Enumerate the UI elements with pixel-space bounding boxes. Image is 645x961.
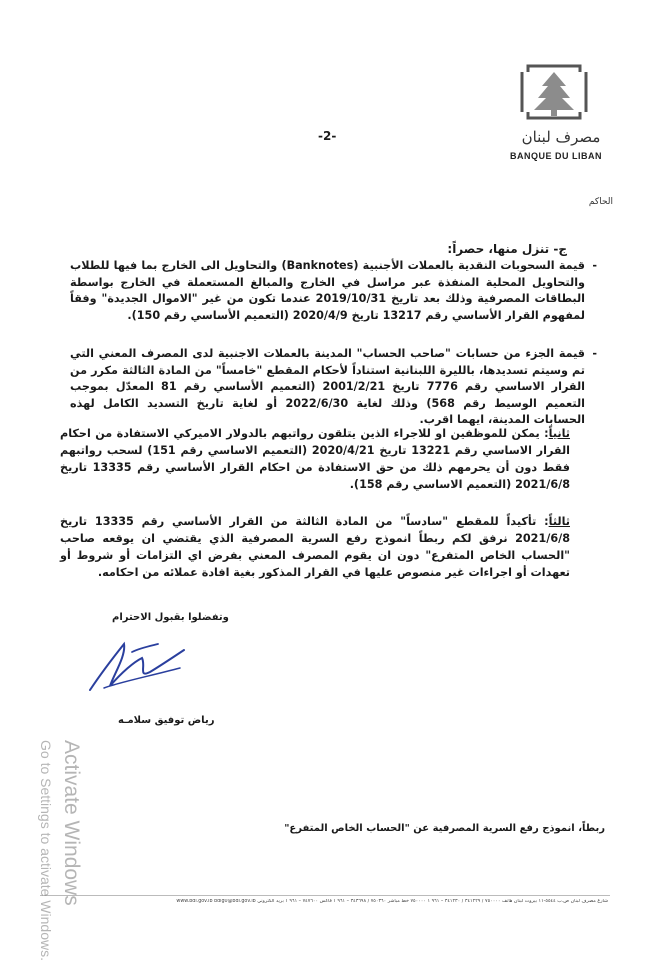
bullet-dash: - (592, 347, 597, 360)
footer-contact: شارع مصرف لبنان ص.ب ٥٥٤٤-١١ بيروت لبنان هاتف ٧٥٠٠٠٠ / ٣٤١٢٢٩ / ٣٤١٢٣٠ – ٩٦١ ١ ٧٥٠٠٠٠ خط مباشر ٧٥٠٣٦٠ / ٣٤٣٦٩٨ – ٩٦١ ١ فاكس ٧٤٧٦٠٠ – ٩٦١ ١ بريد الكتروني www.bdl.gov.lb bdlg0@bdl.gov.lb (176, 899, 608, 904)
paragraph-text: : تأكيداً للمقطع "سادساً" من المادة الثالثة من القرار الأساسي رقم 13335 تاريخ 2021/6/8 نرفق لكم ربطاً انموذج رفع السرية المصرفية الذي يقتضي ان يوقعه صاحب "الحساب الخاص المتفرع" دون ان يقوم المصرف المعني بفرض اي التزامات أو شروط أو تعهدات أو اجراءات غير منصوص عليها في القرار المذكور بغية افادة عملائه من احكامه. (60, 515, 570, 579)
bullet-item (70, 258, 597, 324)
bank-name-english: BANQUE DU LIBAN (510, 151, 602, 161)
bullet-item (70, 346, 597, 429)
activation-watermark-title: Activate Windows (60, 740, 83, 906)
bullet-text: قيمة السحوبات النقدية بالعملات الأجنبية (Banknotes) والتحاويل الى الخارج بما فيها للطلاب والتحاويل المحلية المنفذة عبر مراسل في الخارج والمبالغ المستعملة في الخارج بواسطة البطاقات المصرفية وذلك بعد تاريخ 2019/10/31 عندما تكون من غير "الاموال الجديدة" وفقاً لمفهوم القرار الأساسي رقم 13217 تاريخ 2020/4/9 (التعميم الأساسي رقم 150). (70, 259, 586, 322)
signature (80, 632, 190, 702)
signer-name: رياض توفيق سلامـه (118, 715, 215, 726)
section-c-title: ج- تنزل منها، حصراً: (447, 242, 567, 256)
bullet-text: قيمة الجزء من حسابات "صاحب الحساب" المدينة بالعملات الاجنبية لدى المصرف المعني التي تم وسيتم تسديدها، بالليرة اللبنانية استناداً لأحكام المقطع "خامساً" من المادة الثالثة مكرر من القرار الاساسي رقم 7776 تاريخ 2001/2/21 (التعميم الأساسي رقم 81 المعدّل بموجب التعميم الوسيط رقم 568) وذلك لغاية 2022/6/30 أو لغاية تاريخ التسديد الكامل لهذه الحسابات المدينة، ايهما اقرب. (70, 347, 586, 426)
activation-watermark-subtitle: Go to Settings to activate Windows. (38, 740, 54, 961)
office-title: الحاكم (588, 197, 613, 207)
closing-phrase: وتفضلوا بقبول الاحترام (112, 612, 229, 623)
paragraph-label: ثالثاً (548, 515, 570, 528)
bullet-dash: - (592, 259, 597, 272)
cedar-logo-icon (508, 62, 600, 122)
bank-name-arabic: مصرف لبنان (521, 128, 601, 146)
paragraph-text: : يمكن للموظفين او للاجراء الذين يتلقون رواتبهم بالدولار الاميركي الاستفادة من احكام القرار الاساسي رقم 13221 تاريخ 2020/4/21 (التعميم الاساسي رقم 151) لسحب رواتبهم فقط دون أن يحرمهم ذلك من حق الاستفادة من احكام القرار الأساسي رقم 13335 تاريخ 2021/6/8 (التعميم الاساسي رقم 158). (60, 427, 570, 491)
paragraph-label: ثانياً (548, 427, 570, 440)
paragraph-third (60, 513, 570, 581)
paragraph-second (60, 425, 570, 493)
footer-divider (40, 895, 610, 896)
page-number: -2- (318, 129, 337, 143)
attachment-note: ربطاً، انموذج رفع السرية المصرفية عن "الحساب الخاص المتفرع" (284, 823, 605, 834)
